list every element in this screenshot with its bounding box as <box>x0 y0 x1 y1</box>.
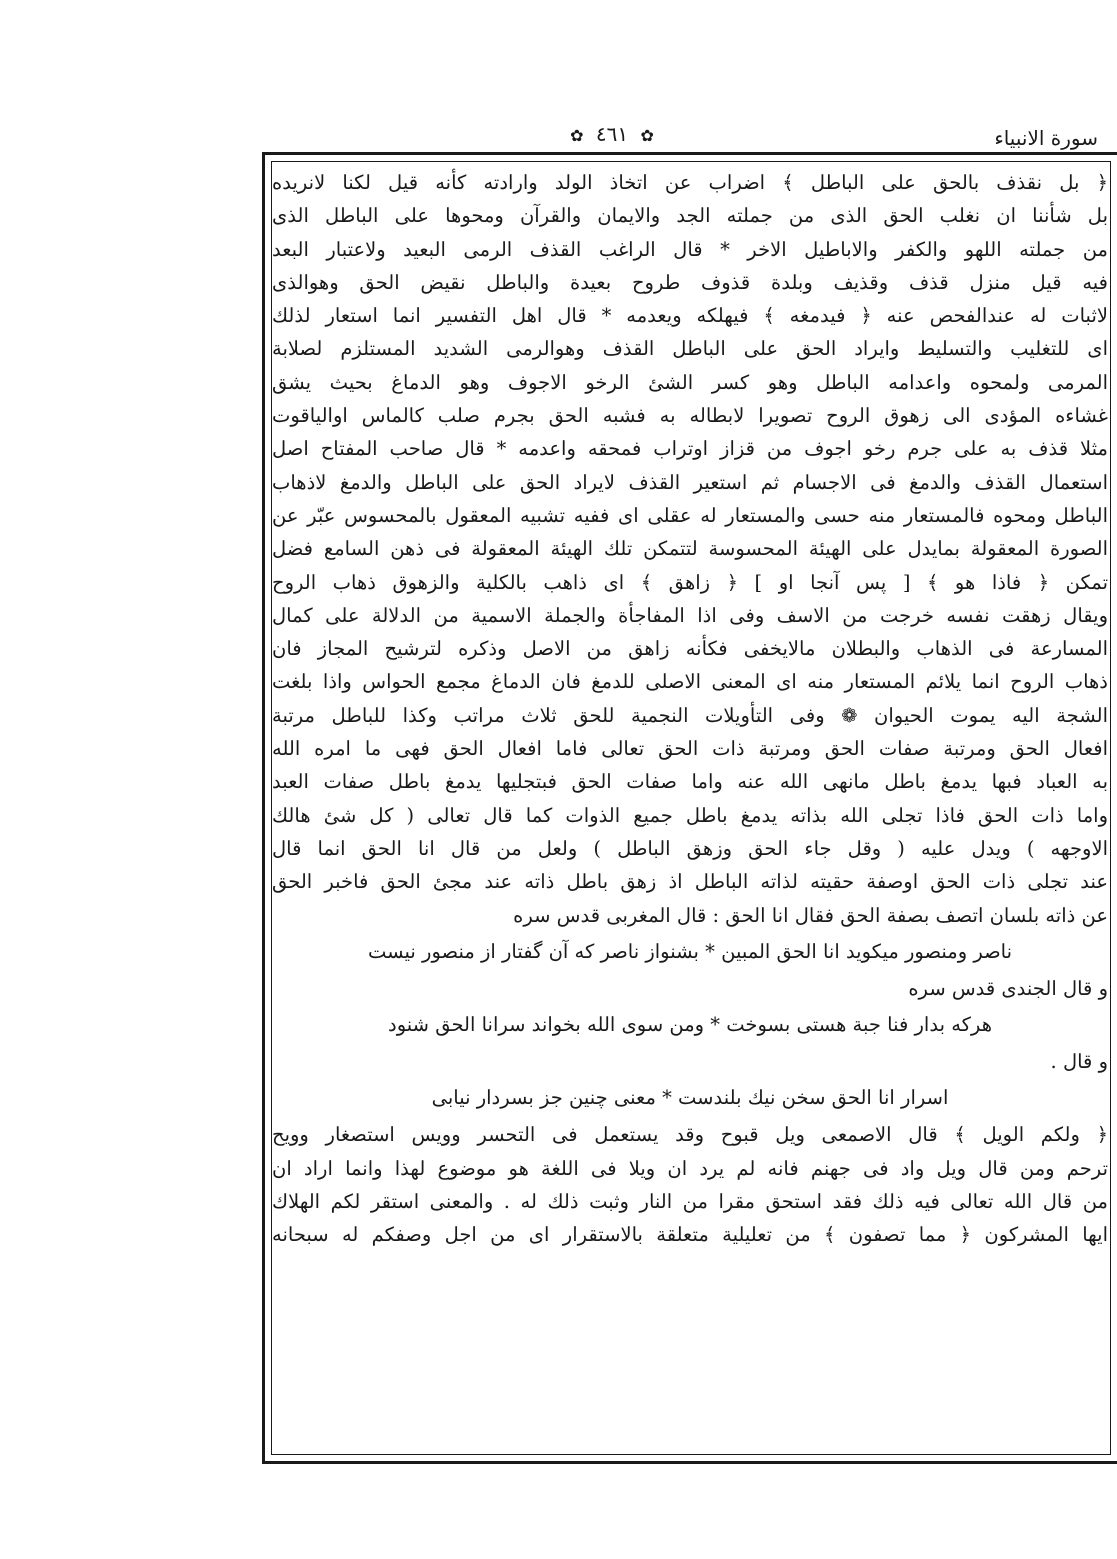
text-line: ايها المشركون ﴿ مما تصفون ﴾ من تعليلية متعلقة بالاستقرار اى من اجل وصفكم له سبحانه <box>272 1223 1108 1247</box>
page-number-block <box>522 122 702 146</box>
poem-verse: اسرار انا الحق سخن نيك بلندست * معنى چنين جز بسردار نيابى <box>431 1086 949 1110</box>
text-line: غشاءه المؤدى الى زهوق الروح تصويرا لابطاله به فشبه الحق بجرم صلب كالماس اوالياقوت <box>272 404 1108 428</box>
page-header <box>262 116 1117 154</box>
ornament-right-icon: ✿ <box>640 126 654 145</box>
text-line: من جملته اللهو والكفر والاباطيل الاخر * قال الراغب القذف الرمى البعيد ولاعتبار البعد <box>272 237 1108 261</box>
text-line: تمكن ﴿ فاذا هو ﴾ [ پس آنجا او ] ﴿ زاهق ﴾ اى ذاهب بالكلية والزهوق ذهاب الروح <box>272 570 1108 594</box>
text-line: الشجة اليه يموت الحيوان ❁ وفى التأويلات النجمية للحق ثلاث مراتب وكذا للباطل مرتبة <box>272 703 1108 727</box>
body-text <box>272 166 1108 1252</box>
text-line: ترحم ومن قال ويل واد فى جهنم فانه لم يرد ان ويلا فى اللغة هو موضوع لهذا وانما اراد ان <box>272 1156 1108 1180</box>
text-line: الباطل ومحوه فالمستعار منه حسى والمستعار له عقلى اى ففيه تشبيه المعقول بالمحسوس عبّر عن <box>272 503 1108 527</box>
text-line: واما ذات الحق فاذا تجلى الله بذاته يدمغ باطل جميع الذوات كما قال تعالى ( كل شئ هالك <box>272 803 1108 827</box>
text-line: اى للتغليب والتسليط وايراد الحق على الباطل القذف وهوالرمى الشديد المستلزم لصلابة <box>272 337 1108 361</box>
text-line: ذهاب الروح انما يلائم المستعار منه اى المعنى الاصلى للدمغ فان الدماغ مجمع الحواس واذا بلغت <box>272 670 1108 694</box>
text-line: الصورة المعقولة بمايدل على الهيئة المحسوسة لتتمكن تلك الهيئة المعقولة فى ذهن السامع فضل <box>272 537 1108 561</box>
poem-verse: هركه بدار فنا جبة هستى بسوخت * ومن سوى الله بخواند سرانا الحق شنود <box>388 1013 992 1037</box>
text-line: فيه قيل منزل قذف وقذيف وبلدة قذوف طروح بعيدة والباطل نقيض الحق وهوالذى <box>272 270 1108 294</box>
page-number: ٤٦١ <box>595 122 629 146</box>
text-line: لاثبات له عندالفحص عنه ﴿ فيدمغه ﴾ فيهلكه ويعدمه * قال اهل التفسير انما استعار لذلك <box>272 304 1108 328</box>
text-line: مثلا قذف به على جرم رخو اجوف من قزاز اوتراب فمحقه واعدمه * قال صاحب المفتاح اصل <box>272 437 1108 461</box>
ornament-left-icon: ✿ <box>570 126 584 145</box>
text-line: المسارعة فى الذهاب والبطلان مالايخفى فكأنه زاهق من الاصل وذكره لترشيح المجاز فان <box>272 637 1108 661</box>
text-line: عن ذاته بلسان اتصف بصفة الحق فقال انا الحق : قال المغربى قدس سره <box>513 903 1108 927</box>
text-line: ويقال زهقت نفسه خرجت من الاسف وفى اذا المفاجأة والجملة الاسمية من الدلالة على كمال <box>272 603 1108 627</box>
text-line: به العباد فبها يدمغ باطل مانهى الله عنه واما صفات الحق فبتجليها يدمغ باطل صفات العبد <box>272 770 1108 794</box>
text-line: بل شأننا ان نغلب الحق الذى من جملته الجد والايمان والقرآن ومحوها على الباطل الذى <box>272 204 1108 228</box>
text-line: و قال . <box>1050 1050 1108 1074</box>
text-line: عند تجلى ذات الحق اوصفة حقيته لذاته الباطل اذ زهق باطل ذاته عند مجئ الحق فاخبر الحق <box>272 870 1108 894</box>
text-line: افعال الحق ومرتبة صفات الحق ومرتبة ذات الحق تعالى فاما افعال الحق فهى ما امره الله <box>272 737 1108 761</box>
text-line: ﴿ ولكم الويل ﴾ قال الاصمعى ويل قبوح وقد يستعمل فى التحسر وويس استصغار وويح <box>272 1123 1108 1147</box>
text-line: من قال الله تعالى فيه ذلك فقد استحق مقرا من النار وثبت ذلك له . والمعنى استقر لكم الهلاك <box>272 1190 1108 1214</box>
text-line: استعمال القذف والدمغ فى الاجسام ثم استعير القذف لايراد الحق على الباطل والدمغ لاذهاب <box>272 470 1108 494</box>
poem-verse: ناصر ومنصور ميكويد انا الحق المبين * بشنواز ناصر كه آن گفتار از منصور نيست <box>367 939 1013 963</box>
surah-title: سورة الانبياء <box>994 126 1098 150</box>
text-line: المرمى ولمحوه واعدامه الباطل وهو كسر الشئ الرخو الاجوف وهو الدماغ بحيث يشق <box>272 370 1108 394</box>
text-line: ﴿ بل نقذف بالحق على الباطل ﴾ اضراب عن اتخاذ الولد وارادته كأنه قيل لكنا لانريده <box>272 171 1108 194</box>
text-line: الاوجهه ) ويدل عليه ( وقل جاء الحق وزهق الباطل ) ولعل من قال انا الحق انما قال <box>272 836 1108 860</box>
text-line: و قال الجندى قدس سره <box>908 976 1108 1000</box>
